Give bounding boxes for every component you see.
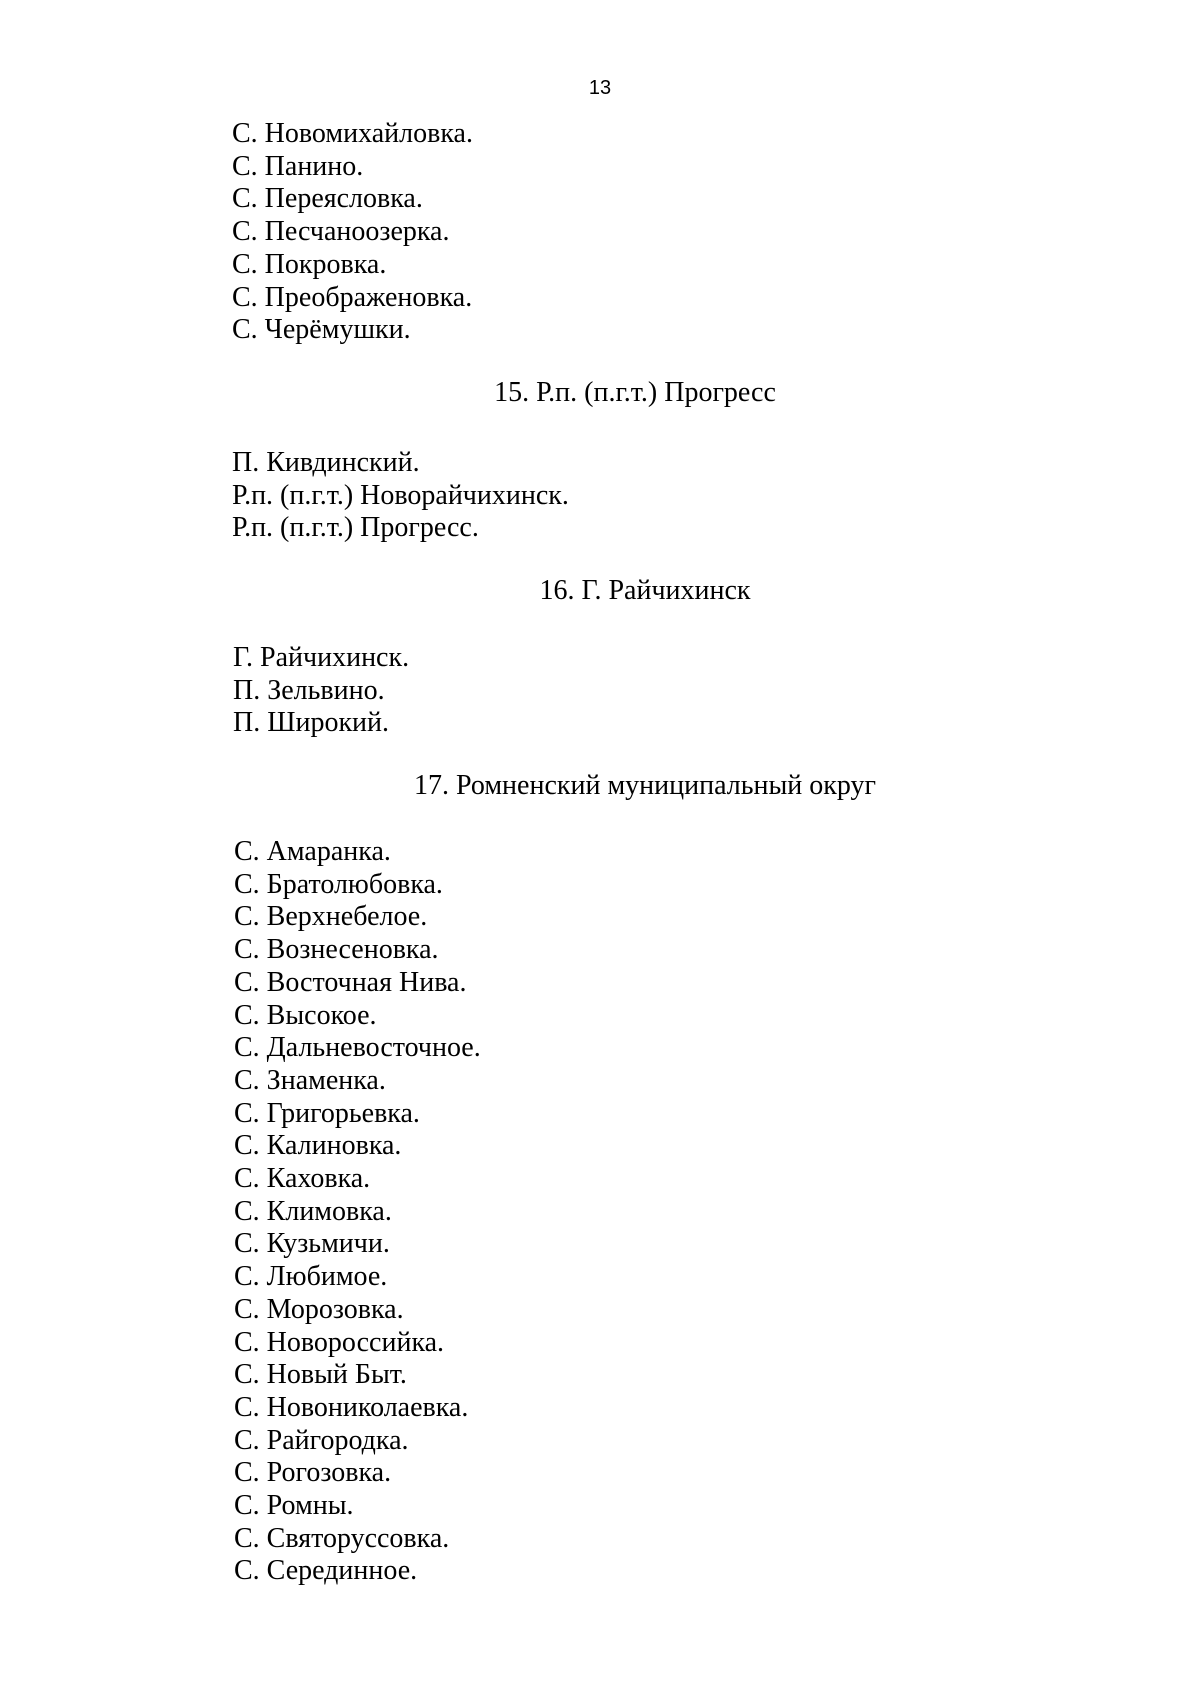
list-item: С. Райгородка. — [234, 1424, 409, 1456]
list-item: С. Панино. — [232, 150, 364, 182]
section-heading-16: 16. Г. Райчихинск — [539, 575, 751, 606]
list-item: С. Знаменка. — [234, 1064, 386, 1096]
list-item: С. Покровка. — [232, 248, 387, 280]
list-item: С. Песчаноозерка. — [232, 216, 450, 248]
list-item: С. Черёмушки. — [232, 314, 411, 346]
list-item: С. Кузьмичи. — [234, 1228, 390, 1260]
list-item: С. Святоруссовка. — [234, 1522, 450, 1554]
list-item: С. Любимое. — [234, 1261, 388, 1293]
list-item: С. Переясловка. — [232, 183, 423, 215]
list-item: С. Григорьевка. — [234, 1097, 420, 1129]
settlement-list-section-15 — [232, 447, 569, 545]
list-item: С. Вознесеновка. — [234, 934, 439, 966]
section-heading-15: 15. Р.п. (п.г.т.) Прогресс — [494, 377, 776, 408]
list-item: С. Верхнебелое. — [234, 901, 428, 933]
settlement-list-continued — [232, 118, 473, 347]
list-item: С. Серединное. — [234, 1555, 418, 1587]
list-item: Г. Райчихинск. — [233, 642, 410, 673]
list-item: С. Амаранка. — [234, 836, 391, 867]
list-item: С. Преображеновка. — [232, 281, 473, 313]
list-item: С. Восточная Нива. — [234, 966, 467, 998]
list-item: С. Братолюбовка. — [234, 868, 443, 900]
list-item: П. Кивдинский. — [232, 447, 420, 478]
list-item: Р.п. (п.г.т.) Прогресс. — [232, 512, 479, 544]
list-item: С. Новый Быт. — [234, 1359, 407, 1391]
settlement-list-section-16 — [233, 642, 409, 740]
list-item: С. Новониколаевка. — [234, 1391, 469, 1423]
list-item: С. Рогозовка. — [234, 1457, 392, 1489]
list-item: С. Морозовка. — [234, 1293, 404, 1325]
settlement-list-section-17 — [234, 836, 481, 1588]
list-item: С. Дальневосточное. — [234, 1032, 481, 1064]
page-number: 13 — [588, 77, 612, 99]
section-heading-17: 17. Ромненский муниципальный округ — [413, 770, 876, 801]
list-item: С. Каховка. — [234, 1163, 371, 1195]
list-item: С. Высокое. — [234, 999, 377, 1031]
list-item: С. Калиновка. — [234, 1130, 402, 1162]
list-item: П. Зельвино. — [233, 674, 385, 706]
list-item: С. Ромны. — [234, 1490, 354, 1522]
list-item: П. Широкий. — [233, 707, 390, 739]
list-item: Р.п. (п.г.т.) Новорайчихинск. — [232, 479, 569, 511]
list-item: С. Новомихайловка. — [232, 118, 473, 149]
list-item: С. Новороссийка. — [234, 1326, 445, 1358]
list-item: С. Климовка. — [234, 1195, 392, 1227]
